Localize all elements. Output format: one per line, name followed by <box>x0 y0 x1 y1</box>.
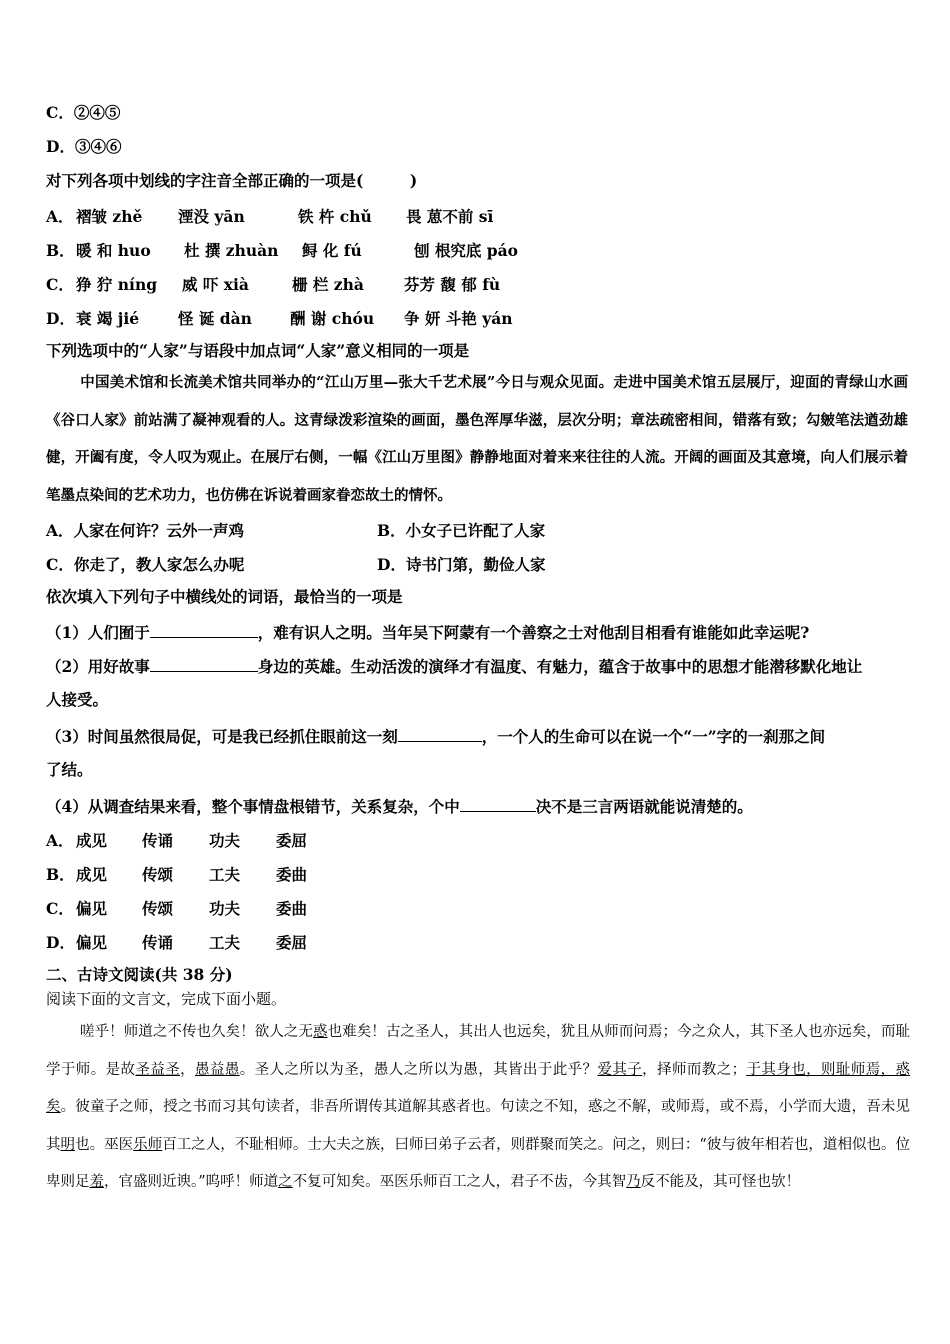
passage-text: 也难矣！古之圣人，其出人也远矣，犹且从师而问焉；今之众人，其下圣人也亦远矣，而耻学于师。是故 <box>46 1024 911 1078</box>
option-item: 刨 根究底 páo <box>414 241 519 260</box>
renjia-option-c: C．你走了，教人家怎么办呢 <box>46 555 245 574</box>
sentence-text: 身边的英雄。生动活泼的演绎才有温度、有魅力，蕴含于故事中的思想才能潜移默化地让 <box>257 657 863 676</box>
underlined-word: 乃 <box>626 1174 641 1190</box>
question-fill-stem: 依次填入下列句子中横线处的词语，最恰当的一项是 <box>46 587 403 606</box>
option-item: 传颂 <box>142 899 174 918</box>
section-title: 二、古诗文阅读(共 38 分) <box>46 965 233 984</box>
option-item: 湮没 yān <box>178 207 245 226</box>
fill-blank <box>150 621 258 638</box>
sentence-text: 决不是三言两语就能说清楚的。 <box>535 797 753 816</box>
classical-passage <box>46 1014 910 1202</box>
underlined-word: 惑 <box>313 1024 328 1040</box>
option-item: 工夫 <box>209 933 241 952</box>
renjia-option-b: B．小女子已许配了人家 <box>377 521 546 540</box>
option-item: 畏 葸不前 sī <box>406 207 494 226</box>
option-item: 工夫 <box>209 865 241 884</box>
option-item: 狰 狞 níng <box>76 275 158 294</box>
passage-text: 反不能及，其可怪也欤！ <box>640 1174 801 1190</box>
underlined-word: 之 <box>278 1174 293 1190</box>
option-label: D． <box>46 309 75 328</box>
sentence-text: （2）用好故事 <box>46 657 150 676</box>
option-item: 铁 杵 chǔ <box>298 207 372 226</box>
fill-sentence-3 <box>46 725 825 747</box>
option-c-top: C．②④⑤ <box>46 103 121 122</box>
passage-text: ，择师而教之； <box>642 1061 747 1078</box>
fill-option-c <box>46 897 307 919</box>
pinyin-option-d <box>46 307 513 329</box>
fill-sentence-2 <box>46 655 862 677</box>
option-item: 偏见 <box>76 899 108 918</box>
underlined-word: 乐师 <box>133 1136 163 1153</box>
option-item: 传颂 <box>142 865 174 884</box>
option-item: 衰 竭 jié <box>76 309 140 328</box>
sentence-text: （1）人们囿于 <box>46 623 150 642</box>
option-label: D． <box>46 933 75 952</box>
underlined-word: 明 <box>60 1136 76 1153</box>
option-label: A． <box>46 207 74 226</box>
sentence-text: （4）从调查结果来看，整个事情盘根错节，关系复杂，个中 <box>46 797 460 816</box>
fill-blank <box>150 655 258 672</box>
option-item: 传诵 <box>142 933 174 952</box>
question-pinyin-stem: 对下列各项中划线的字注音全部正确的一项是( ) <box>46 171 418 190</box>
passage-text: ， <box>180 1061 196 1078</box>
passage-text: 。彼童子之师，授之书而习其句读者，非吾所谓传其道解其惑者也。句读之不知，惑之不解，或师焉，或不焉，小学而大遗，吾未见其 <box>46 1099 911 1153</box>
passage-text: 不复可知矣。巫医乐师百工之人，君子不齿，今其智 <box>292 1174 627 1190</box>
option-label: B． <box>46 241 75 260</box>
fill-sentence-4 <box>46 795 753 817</box>
option-item: 功夫 <box>209 831 241 850</box>
section-instruction: 阅读下面的文言文，完成下面小题。 <box>46 990 287 1008</box>
fill-blank <box>398 725 482 742</box>
option-item: 委曲 <box>276 899 308 918</box>
renjia-option-a: A．人家在何许？云外一声鸡 <box>46 521 245 540</box>
option-item: 委屈 <box>276 933 308 952</box>
underlined-word: 羞 <box>89 1174 104 1190</box>
passage-text: 嗟乎！师道之不传也久矣！欲人之无 <box>80 1024 314 1040</box>
option-item: 褶皱 zhě <box>76 207 143 226</box>
sentence-text: ，一个人的生命可以在说一个“一”字的一刹那之间 <box>481 727 826 746</box>
option-label: B． <box>46 865 75 884</box>
option-label: A． <box>46 831 74 850</box>
option-item: 威 吓 xià <box>182 275 249 294</box>
option-item: 传诵 <box>142 831 174 850</box>
fill-option-d <box>46 931 307 953</box>
option-item: 栅 栏 zhà <box>292 275 364 294</box>
fill-blank <box>460 795 536 812</box>
option-label: C． <box>46 899 74 918</box>
option-label: C． <box>46 275 74 294</box>
option-item: 酬 谢 chóu <box>290 309 375 328</box>
option-item: 偏见 <box>76 933 108 952</box>
option-item: 成见 <box>76 831 108 850</box>
option-item: 争 妍 斗艳 yán <box>404 309 513 328</box>
question-renjia-stem: 下列选项中的“人家”与语段中加点词“人家”意义相同的一项是 <box>46 341 470 360</box>
pinyin-option-a <box>46 205 493 227</box>
option-item: 委曲 <box>276 865 308 884</box>
option-item: 成见 <box>76 865 108 884</box>
passage-text: 。圣人之所以为圣，愚人之所以为愚，其皆出于此乎？ <box>239 1061 598 1078</box>
sentence-text: （3）时间虽然很局促，可是我已经抓住眼前这一刻 <box>46 727 398 746</box>
passage-text: 也。巫医 <box>75 1136 134 1153</box>
option-item: 鲟 化 fú <box>302 241 362 260</box>
fill-option-b <box>46 863 307 885</box>
passage-text: 百工之人，不耻相师。士大夫之族，曰师曰弟子云者，则群聚而笑之。问之，则曰：“彼与彼年相若也，道相似也。位卑则足 <box>46 1136 911 1190</box>
pinyin-option-b <box>46 239 518 261</box>
fill-sentence-3-cont: 了结。 <box>46 760 93 779</box>
underlined-word: 愚益愚 <box>195 1061 240 1078</box>
renjia-passage <box>46 364 908 514</box>
fill-sentence-1 <box>46 621 809 643</box>
renjia-option-d: D．诗书门第，勤俭人家 <box>377 555 546 574</box>
option-d-top: D．③④⑥ <box>46 137 122 156</box>
option-item: 暖 和 huo <box>76 241 151 260</box>
underlined-word: 爱其子 <box>597 1061 643 1078</box>
underlined-sentence: 于其身也，则耻师焉，惑矣 <box>46 1061 911 1115</box>
option-item: 杜 撰 zhuàn <box>184 241 279 260</box>
sentence-text: ，难有识人之明。当年吴下阿蒙有一个善察之士对他刮目相看有谁能如此幸运呢? <box>257 623 810 642</box>
underlined-word: 圣益圣 <box>135 1061 181 1078</box>
option-item: 芬芳 馥 郁 fù <box>404 275 501 294</box>
fill-option-a <box>46 829 307 851</box>
fill-sentence-2-cont: 人接受。 <box>46 690 109 709</box>
option-item: 怪 诞 dàn <box>178 309 252 328</box>
passage-text: ，官盛则近谀。”呜呼！师道 <box>104 1174 279 1190</box>
pinyin-option-c <box>46 273 500 295</box>
renjia-passage-text: 中国美术馆和长流美术馆共同举办的“江山万里—张大千艺术展”今日与观众见面。走进中国美术馆五层展厅，迎面的青绿山水画《谷口人家》前站满了凝神观看的人。这青绿泼彩渲染的画面，墨色浑厚华滋，层次分明；章法疏密相间，错落有致；勾皴笔法遒劲雄健，开阖有度，令人叹为观止。在展厅右侧，一幅《江山万里图》静静地面对着来来往往的人流。开阔的画面及其意境，向人们展示着笔墨点染间的艺术功力，也仿佛在诉说着画家眷恋故土的情怀。 <box>46 374 908 504</box>
option-item: 委屈 <box>276 831 308 850</box>
option-item: 功夫 <box>209 899 241 918</box>
